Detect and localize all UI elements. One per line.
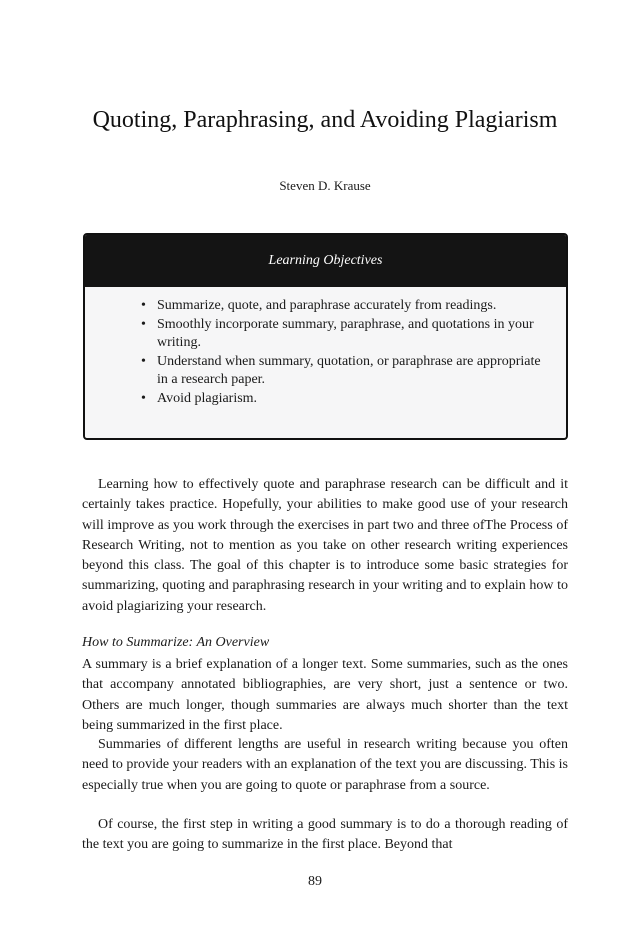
learning-objectives-list — [139, 287, 549, 408]
objective-item: • Avoid plagiarism. — [139, 390, 549, 409]
objective-item: • Understand when summary, quotation, or paraphrase are appropriate in a research paper. — [139, 353, 549, 390]
body-paragraph: Summaries of different lengths are useful in research writing because you often need to provide your readers with an explanation of the text you are discussing. This is especially true when you are going to quote or paraphrase from a source. — [82, 737, 568, 793]
chapter-author: Steven D. Krause — [279, 178, 371, 193]
objective-item: • Summarize, quote, and paraphrase accurately from readings. — [139, 297, 549, 316]
intro-paragraph: Learning how to effectively quote and paraphrase research can be difficult and it certainly takes practice. Hopefully, your abilities to make good use of your research will improve as you work through the exercises in part two and three ofThe Process of Research Writing, not to mention as you take on other research writing experiences beyond this class. The goal of this chapter is to introduce some basic strategies for summarizing, quoting and paraphrasing research in your writing and to explain how to avoid plagiarizing your research. — [82, 477, 568, 614]
body-paragraph: Of course, the first step in writing a good summary is to do a thorough reading of the text you are going to summarize in the first place. Beyond that — [82, 817, 568, 853]
learning-objectives-heading: Learning Objectives — [85, 235, 566, 287]
chapter-title: Quoting, Paraphrasing, and Avoiding Plagiarism — [92, 107, 558, 133]
section-heading: How to Summarize: An Overview — [82, 635, 270, 650]
body-paragraph: A summary is a brief explanation of a longer text. Some summaries, such as the ones that accompany annotated bibliographies, are very short, just a sentence or two. Others are much longer, though summaries are always much shorter than the text being summarized in the first place. — [82, 657, 568, 733]
page-number: 89 — [308, 874, 322, 889]
learning-objectives-box — [83, 233, 568, 440]
objective-item: • Smoothly incorporate summary, paraphrase, and quotations in your writing. — [139, 316, 549, 353]
